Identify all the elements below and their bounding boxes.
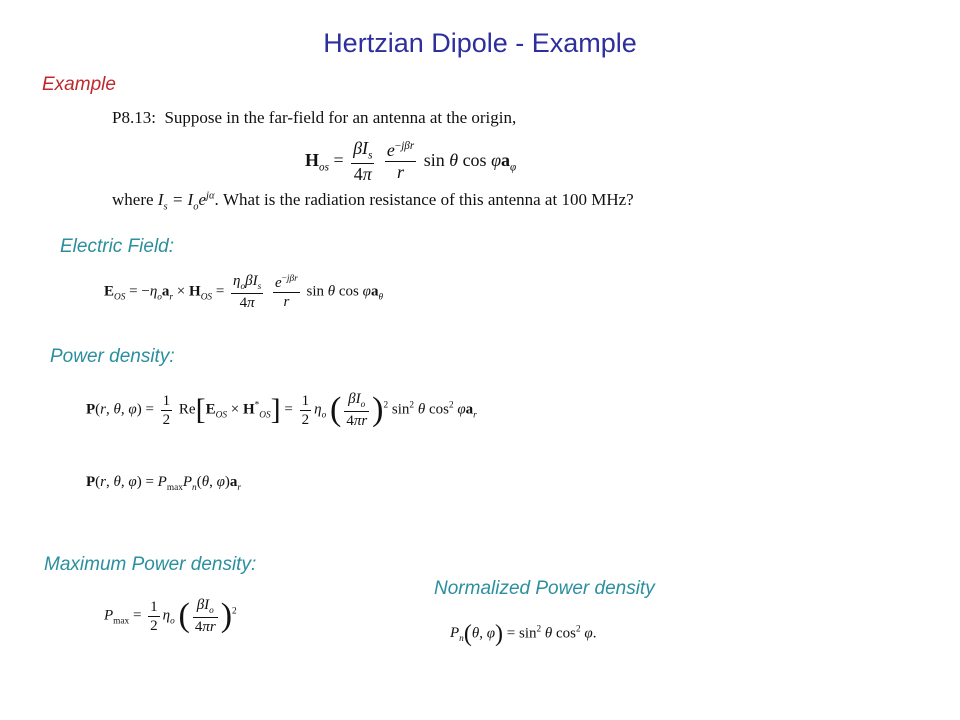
problem-text-1: Suppose in the far-field for an antenna at the origin,: [164, 108, 517, 127]
electric-field-equation: $E_{OS} = -\eta_oa_r \times H_{OS}$ = $\frac{\eta_o\beta I_s}{4\pi}$ $\frac{e^{-j\beta r}}{r}$ sin θ $\cos \varphi a_\theta$: [104, 273, 384, 312]
problem-text-2-prefix: where: [112, 190, 154, 209]
power-density-equation: P(r, θ, φ) = $\frac{1}{2}$ $Re[E_{OS} \times H^*_{OS}]$ = $\frac{1}{2}$ $\eta_o$ ( $\frac{\beta I_o}{4\pi r}$ )$^2$ $\sin^2 \theta$ $\cos^2 \varphi a_r$: [86, 391, 477, 430]
max-power-heading: Maximum Power density:: [44, 554, 257, 575]
problem-is-relation: $I_s = I_oe^{j\alpha}$: [157, 190, 215, 213]
problem-text-2-suffix: . What is the radiation resistance of this antenna at 100 MHz?: [214, 190, 634, 209]
normalized-power-equation: $P_n(\theta$, $\varphi) = \sin^2 \theta$ $\cos^2 \varphi$.: [450, 621, 597, 647]
problem-line-1: [112, 108, 516, 128]
electric-field-heading: Electric Field:: [60, 236, 175, 257]
problem-line-2: [112, 190, 634, 212]
normalized-power-heading: Normalized Power density: [434, 578, 655, 599]
max-power-equation: $P_{max}$ = $\frac{1}{2}$ $\eta_o$ ( $\frac{\beta I_o}{4\pi r}$ )$^2$: [104, 597, 237, 636]
problem-equation-h: $H_{os}$ = $\frac{\beta I_s}{4\pi}$ $\frac{e^{-j\beta r}}{r}$ sin θ $\cos \varphi a_\varphi$: [305, 138, 517, 184]
example-heading: Example: [42, 74, 116, 95]
slide-title: Hertzian Dipole - Example: [323, 28, 637, 58]
problem-id: P8.13:: [112, 108, 156, 127]
power-density-compact-equation: P(r, θ, $\varphi) = P_{max}P_n(\theta$, $\varphi)a_r$: [86, 474, 241, 493]
power-density-heading: Power density:: [50, 346, 175, 367]
